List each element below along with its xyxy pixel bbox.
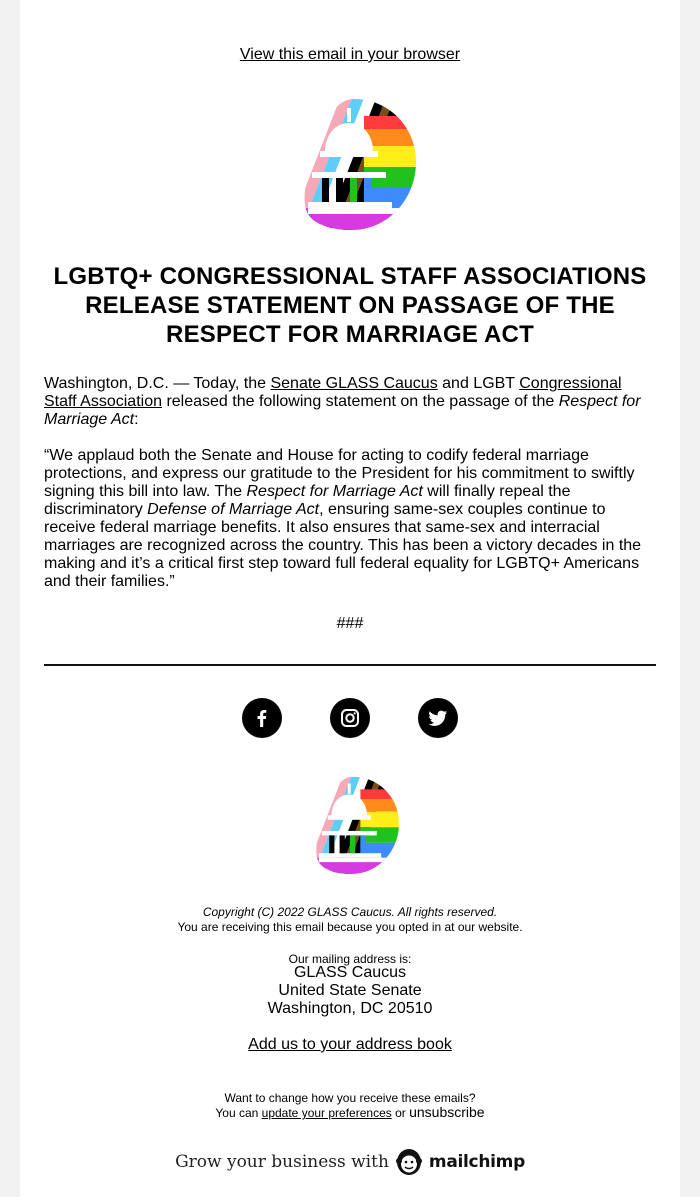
intro-paragraph: Washington, D.C. — Today, the Senate GLASS Caucus and LGBT Congressional Staff Association released the following statement on the passage of the Respect for Marriage Act:: [44, 375, 641, 428]
preferences-row: You can update your preferences or unsubscribe: [215, 1104, 485, 1120]
page-title: [44, 262, 656, 349]
address-line-3: Washington, DC 20510: [267, 1000, 433, 1017]
grow-business-text: Grow your business with: [175, 1152, 389, 1172]
glass-caucus-logo: [284, 98, 416, 230]
congressional-staff-association-link[interactable]: Congressional Staff Association: [44, 375, 622, 410]
title-line-2: RELEASE STATEMENT ON PASSAGE OF THE: [85, 292, 615, 319]
unsubscribe-link[interactable]: unsubscribe: [409, 1104, 485, 1120]
divider: [44, 664, 656, 666]
statement-quote: “We applaud both the Senate and House for acting to codify federal marriage protections, and express our gratitude to the President for his commitment to swiftly signing this bill into law. The Respect for Marriage Act will finally repeal the discriminatory Defense of Marriage Act, ensuring same-sex couples continue to receive federal marriage benefits. It also ensures that same-sex and interracial marriages are recognized across the country. This has been a victory decades in the making and it’s a critical first step toward full federal equality for LGBTQ+ Americans and their families.”: [44, 447, 642, 590]
twitter-icon[interactable]: [418, 698, 458, 738]
glass-caucus-logo-footer: [301, 776, 399, 874]
add-to-address-book-link[interactable]: Add us to your address book: [248, 1036, 452, 1053]
title-line-1: LGBTQ+ CONGRESSIONAL STAFF ASSOCIATIONS: [53, 263, 647, 290]
copyright-text: Copyright (C) 2022 GLASS Caucus. All rights reserved.: [202, 905, 498, 919]
title-line-3: RESPECT FOR MARRIAGE ACT: [166, 321, 534, 348]
email-card: [20, 0, 680, 1197]
address-line-2: United State Senate: [278, 982, 422, 999]
change-preferences-prompt: Want to change how you receive these emails?: [224, 1091, 476, 1105]
instagram-icon[interactable]: [330, 698, 370, 738]
mailchimp-freddie-icon: [395, 1147, 423, 1177]
mailchimp-badge[interactable]: [20, 1145, 680, 1179]
address-line-1: GLASS Caucus: [293, 964, 407, 981]
mailchimp-wordmark: mailchimp: [428, 1152, 525, 1172]
receiving-reason-text: You are receiving this email because you opted in at our website.: [177, 920, 523, 934]
view-in-browser-link[interactable]: View this email in your browser: [239, 46, 461, 63]
update-preferences-link[interactable]: update your preferences: [261, 1106, 392, 1120]
mailing-address-label: Our mailing address is:: [288, 952, 412, 966]
end-mark: ###: [336, 615, 364, 632]
address-book-row: [20, 1036, 680, 1054]
senate-glass-caucus-link[interactable]: Senate GLASS Caucus: [270, 375, 438, 392]
facebook-icon[interactable]: [242, 698, 282, 738]
